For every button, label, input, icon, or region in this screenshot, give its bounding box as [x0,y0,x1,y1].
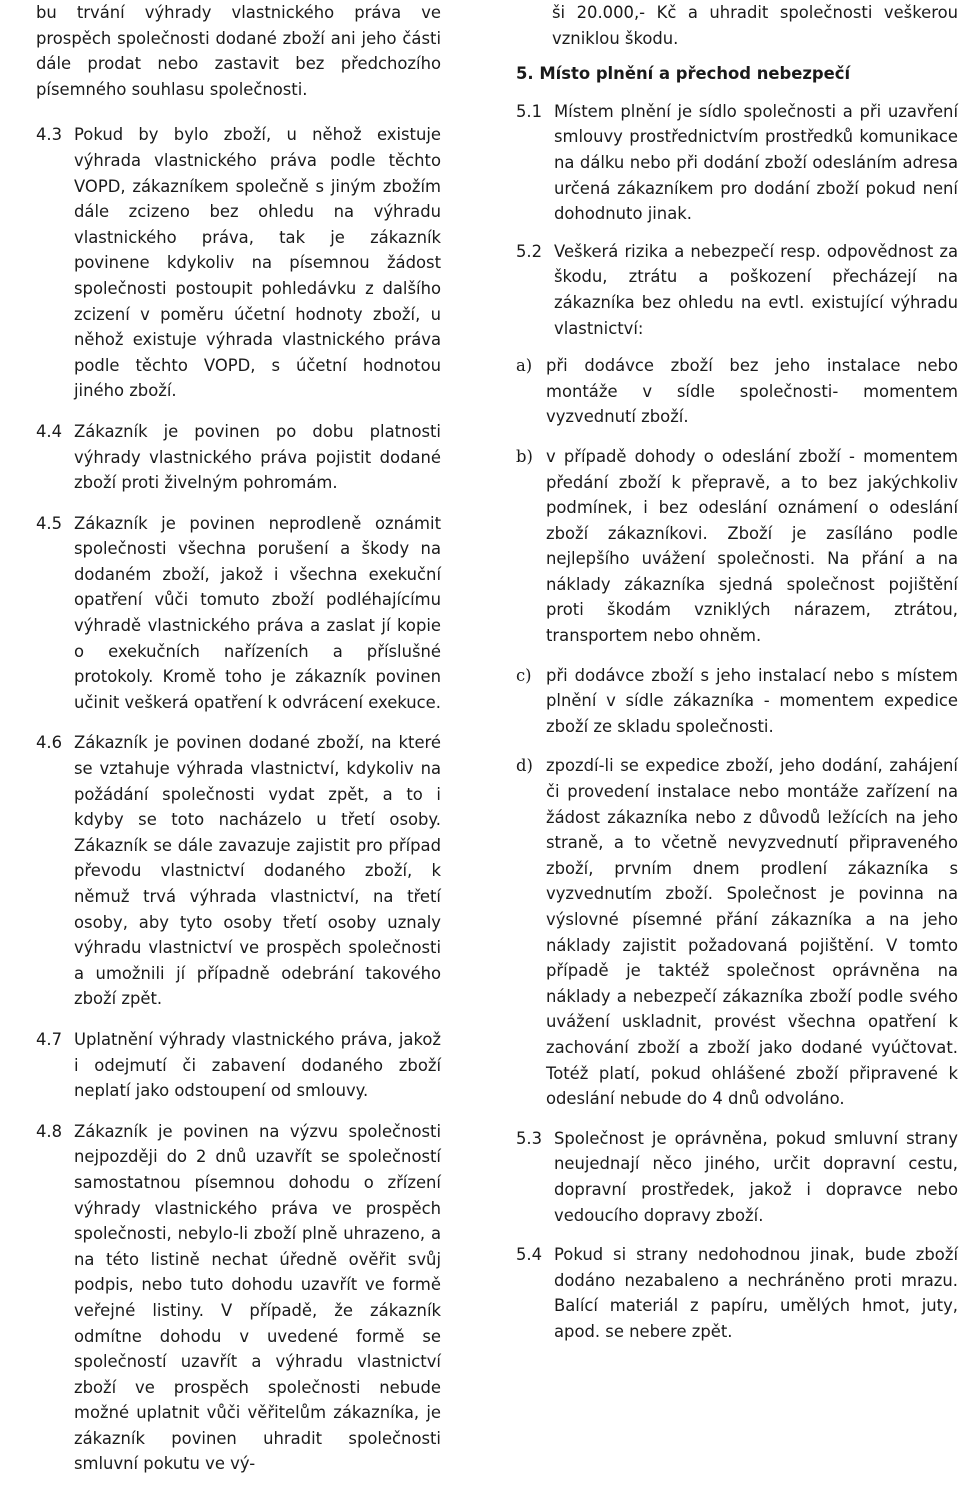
subclause-c [516,663,958,740]
subclause-label: d) [516,756,533,776]
intro-paragraph: bu trvání výhrady vlastnického práva ve prospěch společnosti dodané zboží ani jeho části dále prodat nebo zastavit bez předchozího písemného souhlasu společnosti. [36,3,441,99]
clause-number: 4.5 [36,513,63,533]
clause-number: 4.8 [36,1121,63,1141]
clause-text: Společnost je oprávněna, pokud smluvní strany neujednají něco jiného, určit dopravní cestu, dopravní prostředek, jakož i dopravce nebo vedoucího dopravy zboží. [554,1128,958,1225]
clause-number: 5.4 [516,1245,543,1265]
clause-4-7 [36,1027,441,1104]
clause-number: 5.3 [516,1128,543,1148]
clause-text: Zákazník je povinen po dobu platnosti výhrady vlastnického práva pojistit dodané zboží proti živelným pohromám. [74,421,441,493]
subclause-b [516,444,958,649]
clause-number: 5.2 [516,241,543,261]
subclause-label: c) [516,665,532,685]
clause-text: Zákazník je povinen na výzvu společnosti nejpozději do 2 dnů uzavřít se společností samostatnou písemnou dohodu o zřízení výhrady vlastnického práva ve prospěch společnosti, nebylo-li zboží plně uhrazeno, a na této listině nechat úředně ověřit svůj podpis, nebo tuto dohodu uzavřít ve formě veřejné listiny. V případě, že zákazník odmítne dohodu v uvedené formě se společností uzavřít a výhradu vlastnictví zboží ve prospěch společnosti nebude možné uplatnit vůči věřitelům zákazníka, je zákazník povinen uhradit společnosti smluvní pokutu ve vý- [74,1121,441,1474]
clause-number: 4.3 [36,125,63,145]
clause-number: 4.4 [36,421,63,441]
clause-4-4 [36,419,441,496]
continued-paragraph: ši 20.000,- Kč a uhradit společnosti veškerou vzniklou škodu. [552,3,958,48]
clause-text: Místem plnění je sídlo společnosti a při uzavření smlouvy prostřednictvím prostředků komunikace na dálku nebo při dodání zboží odesláním adresa určená zákazníkem pro dodání zboží pokud není dohodnuto jinak. [554,101,958,224]
clause-text: Zákazník je povinen neprodleně oznámit společnosti všechna porušení a škody na dodaném zboží, jakož i všechna exekuční opatření vůči tomuto zboží podléhajícímu výhradě vlastnického práva a zaslat jí kopie o exekučních nařízeních a příslušné protokoly. Kromě toho je zákazník povinen učinit veškerá opatření k odvrácení exekuce. [74,513,441,712]
clause-4-3 [36,122,441,404]
clause-number: 5.1 [516,101,543,121]
clause-5-3 [516,1126,958,1228]
right-column [516,0,958,1345]
subclause-text: v případě dohody o odeslání zboží - momentem předání zboží k přepravě, a to bez jakýchkoliv podmínek, i bez odeslání oznámení o odeslání zboží zákazníkovi. Zboží je zasíláno podle nejlepšího uvážení společnosti. Na přání a na náklady zákazníka sjedná společnost pojištění proti škodám vzniklých nárazem, ztrátou, transportem nebo ohněm. [546,446,958,646]
subclause-a [516,353,958,430]
clause-4-8 [36,1119,441,1477]
subclause-label: a) [516,356,533,376]
clause-text: Zákazník je povinen dodané zboží, na které se vztahuje výhrada vlastnictví, kdykoliv na požádání společnosti vydat zpět, a to i kdyby se toto nacházelo u třetí osoby. Zákazník se dále zavazuje zajistit pro případ převodu vlastnictví dodaného zboží, k němuž trvá výhrada vlastnictví, na třetí osoby, aby tyto osoby třetí osoby uznaly výhradu vlastnictví ve prospěch společnosti a umožnili jí případně odebrání takového zboží zpět. [74,733,441,1009]
subclause-label: b) [516,446,533,466]
clause-5-4 [516,1242,958,1344]
subclause-text: při dodávce zboží bez jeho instalace nebo montáže v sídle společnosti- momentem vyzvednutí zboží. [546,356,958,427]
left-column [36,0,441,1477]
subclause-text: při dodávce zboží s jeho instalací nebo s místem plnění v sídle zákazníka - momentem expedice zboží ze skladu společnosti. [546,665,958,736]
subclause-d [516,753,958,1111]
clause-text: Pokud by bylo zboží, u něhož existuje výhrada vlastnického práva podle těchto VOPD, zákazníkem společně s jiným zbožím dále zcizeno bez ohledu na výhradu vlastnického práva, tak je zákazník povinene kdykoliv na písemnou žádost společnosti postoupit pohledávku z dalšího zcizení v poměru účetní hodnoty zboží, u něhož existuje výhrada vlastnického práva podle těchto VOPD, s účetní hodnotou jiného zboží. [74,125,441,401]
clause-4-5 [36,511,441,716]
clause-text: Veškerá rizika a nebezpečí resp. odpovědnost za škodu, ztrátu a poškození přecházejí na zákazníka bez ohledu na evtl. existující výhradu vlastnictví: [554,241,958,338]
clause-4-6 [36,730,441,1012]
clause-number: 4.6 [36,733,63,753]
section-heading-5: 5. Místo plnění a přechod nebezpečí [516,64,851,84]
subclause-text: zpozdí-li se expedice zboží, jeho dodání, zahájení či provedení instalace nebo montáže zařízení na žádost zákazníka nebo z důvodů ležících na jeho straně, a to včetně nevyzvednutí připraveného zboží, prvním dnem prodlení zákazníka s vyzvednutím zboží. Společnost je povinna na výslovné písemné přání zákazníka a na jeho náklady zajistit požadovaná pojištění. V tomto případě je taktéž společnost oprávněna na náklady a nebezpečí zákazníka zboží podle svého uvážení uskladnit, provést všechna opatření k zachování zboží a zboží jako dodané vyúčtovat. Totéž platí, pokud ohlášené zboží připravené k odeslání nebude do 4 dnů odvoláno. [546,756,958,1109]
clause-5-1 [516,99,958,227]
clause-number: 4.7 [36,1029,63,1049]
clause-text: Uplatnění výhrady vlastnického práva, jakož i odejmutí či zabavení dodaného zboží neplatí jako odstoupení od smlouvy. [74,1029,441,1101]
clause-5-2 [516,239,958,341]
clause-text: Pokud si strany nedohodnou jinak, bude zboží dodáno nezabaleno a nechráněno proti mrazu. Balící materiál z papíru, umělých hmot, juty, apod. se nebere zpět. [554,1245,958,1341]
